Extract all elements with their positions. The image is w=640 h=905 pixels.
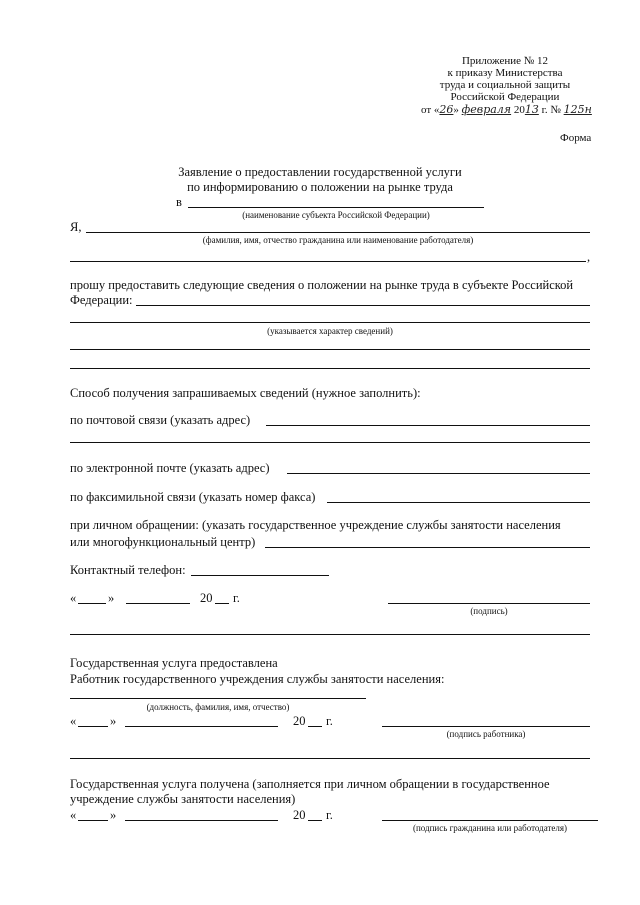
provided-month-line[interactable]	[125, 726, 278, 727]
email-label: по электронной почте (указать адрес)	[70, 461, 270, 475]
fax-number-line[interactable]	[327, 502, 590, 503]
post-address-line-2[interactable]	[70, 442, 590, 443]
worker-signature-line[interactable]	[382, 726, 590, 727]
applicant-comma: ,	[587, 250, 591, 264]
worker-signature-caption: (подпись работника)	[446, 729, 526, 739]
received-line2: учреждение службы занятости населения)	[70, 792, 296, 806]
appendix-ministry: труда и социальной защиты	[439, 79, 571, 91]
handwritten-day: 26	[439, 103, 454, 116]
in-label: в	[176, 195, 182, 209]
appendix-country: Российской Федерации	[450, 91, 560, 103]
post-address-line[interactable]	[266, 425, 590, 426]
personal-label-line2: или многофункциональный центр)	[70, 535, 256, 549]
ya-label: Я,	[70, 220, 82, 234]
handwritten-month: февраля	[461, 103, 512, 116]
request-text-line1: прошу предоставить следующие сведения о положении на рынке труда в субъекте Российской	[70, 278, 574, 292]
contact-year-line[interactable]	[215, 603, 229, 604]
personal-center-line[interactable]	[265, 547, 590, 548]
method-heading: Способ получения запрашиваемых сведений (нужное заполнить):	[70, 386, 421, 400]
provided-quote-open: «	[70, 714, 77, 728]
received-signature-line[interactable]	[382, 820, 598, 821]
post-label: по почтовой связи (указать адрес)	[70, 413, 251, 427]
document-subtitle: по информированию о положении на рынке труда	[187, 180, 453, 194]
handwritten-year: 13	[524, 103, 539, 116]
section-divider-1	[70, 634, 590, 635]
handwritten-number: 125н	[563, 103, 592, 116]
provided-year-prefix: 20	[293, 714, 306, 728]
appendix-date-line	[421, 103, 592, 116]
email-address-line[interactable]	[287, 473, 590, 474]
provided-heading: Государственная услуга предоставлена	[70, 656, 278, 670]
request-caption: (указывается характер сведений)	[267, 326, 393, 336]
contact-signature-caption: (подпись)	[470, 606, 508, 616]
provided-year-line[interactable]	[308, 726, 322, 727]
worker-position-line[interactable]	[70, 698, 366, 699]
personal-label-line1: при личном обращении: (указать государственное учреждение службы занятости населения	[70, 518, 561, 532]
received-line1: Государственная услуга получена (заполняется при личном обращении в государственное	[70, 777, 550, 791]
contact-year-suffix: г.	[233, 591, 240, 605]
applicant-name-line-2[interactable]	[70, 261, 586, 262]
document-title: Заявление о предоставлении государственной услуги	[178, 165, 462, 179]
contact-month-line[interactable]	[126, 603, 190, 604]
received-year-line[interactable]	[308, 820, 322, 821]
contact-date-quote-open: «	[70, 591, 77, 605]
request-text-line2: Федерации:	[70, 293, 133, 307]
provided-day-line[interactable]	[78, 726, 108, 727]
received-quote-open: «	[70, 808, 77, 822]
request-line-2[interactable]	[70, 322, 590, 323]
applicant-caption: (фамилия, имя, отчество гражданина или наименование работодателя)	[202, 235, 474, 245]
appendix-number: Приложение № 12	[461, 55, 549, 67]
section-divider-2	[70, 758, 590, 759]
phone-label: Контактный телефон:	[70, 563, 186, 577]
provided-quote-close: »	[110, 714, 117, 728]
region-field-line[interactable]	[188, 207, 484, 208]
contact-date-quote-close: »	[108, 591, 115, 605]
applicant-name-line[interactable]	[86, 232, 590, 233]
received-day-line[interactable]	[78, 820, 108, 821]
phone-line[interactable]	[191, 575, 329, 576]
region-caption: (наименование субъекта Российской Федерации)	[242, 210, 430, 220]
number-label: г. №	[541, 104, 561, 116]
date-mid: »	[453, 104, 459, 116]
date-prefix: от «	[421, 104, 440, 116]
request-line-4[interactable]	[70, 368, 590, 369]
received-year-suffix: г.	[326, 808, 333, 822]
provided-worker-label: Работник государственного учреждения службы занятости населения:	[70, 672, 445, 686]
fax-label: по факсимильной связи (указать номер факса)	[70, 490, 316, 504]
received-year-prefix: 20	[293, 808, 306, 822]
appendix-order: к приказу Министерства	[447, 67, 563, 79]
year-prefix: 20	[513, 104, 525, 116]
received-month-line[interactable]	[125, 820, 278, 821]
worker-position-caption: (должность, фамилия, имя, отчество)	[146, 702, 290, 712]
provided-year-suffix: г.	[326, 714, 333, 728]
request-line-1[interactable]	[136, 305, 590, 306]
contact-day-line[interactable]	[78, 603, 106, 604]
contact-signature-line[interactable]	[388, 603, 590, 604]
received-signature-caption: (подпись гражданина или работодателя)	[412, 823, 568, 833]
received-quote-close: »	[110, 808, 117, 822]
request-line-3[interactable]	[70, 349, 590, 350]
contact-year-prefix: 20	[200, 591, 213, 605]
form-label: Форма	[560, 132, 592, 144]
